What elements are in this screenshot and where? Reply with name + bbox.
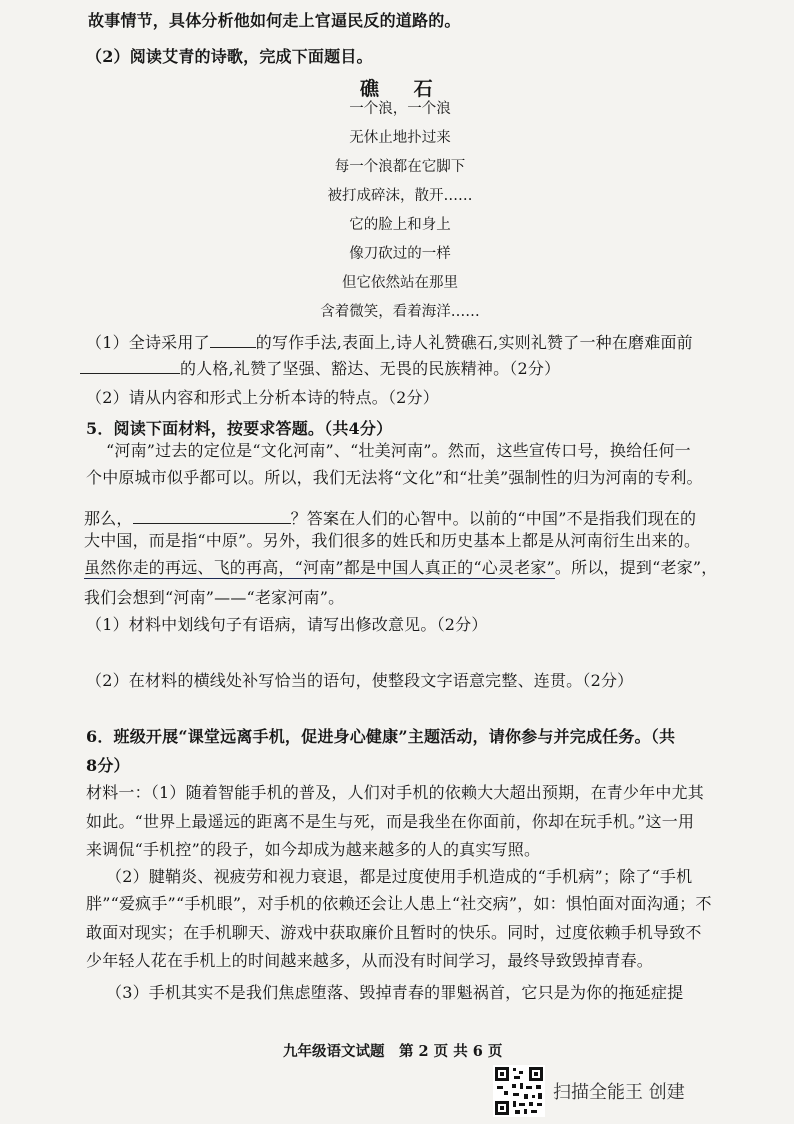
material-line: 来调侃“手机控”的段子，如今却成为越来越多的人的真实写照。 (86, 840, 541, 859)
text-line-1: 故事情节，具体分析他如何走上官逼民反的道路的。 (88, 11, 461, 30)
material-line: 如此。“世界上最遥远的距离不是生与死，而是我坐在你面前，你却在玩手机。”这一用 (86, 812, 695, 831)
material-line: 敢面对现实；在手机聊天、游戏中获取廉价且暂时的快乐。同时，过度依赖手机导致不 (86, 923, 702, 942)
section-5-heading: 5．阅读下面材料，按要求答题。（共4分） (86, 419, 393, 438)
material-line: 少年轻人花在手机上的时间越来越多，从而没有时间学习，最终导致毁掉青春。 (86, 951, 654, 970)
poem-line: 它的脸上和身上 (349, 217, 451, 233)
poem-line: 无休止地扑过来 (349, 130, 451, 146)
poem-line: 被打成碎沫，散开…… (327, 188, 473, 204)
poem-line: 每一个浪都在它脚下 (334, 159, 466, 175)
section-6-heading: 6．班级开展“课堂远离手机，促进身心健康”主题活动，请你参与并完成任务。（共 (86, 727, 676, 746)
subquestion-1-part-a: （1）全诗采用了 (86, 333, 210, 352)
section-6-heading-cont: 8分） (86, 756, 130, 775)
watermark-text: 扫描全能王 创建 (553, 1082, 685, 1103)
subquestion-2: （2）请从内容和形式上分析本诗的特点。（2分） (86, 388, 439, 407)
passage-line (84, 557, 717, 579)
question-5-1: （1）材料中划线句子有语病，请写出修改意见。（2分） (86, 615, 488, 634)
poem-line: 含着微笑，看着海洋…… (320, 304, 480, 320)
subquestion-1 (86, 332, 693, 354)
passage-fragment: ？答案在人们的心智中。以前的“中国”不是指我们现在的 (290, 509, 697, 528)
material-line: 材料一：（1）随着智能手机的普及，人们对手机的依赖大大超出预期，在青少年中尤其 (86, 783, 704, 802)
page-footer: 九年级语文试题 第 2 页 共 6 页 (283, 1043, 503, 1060)
poem-title: 礁 石 (360, 78, 447, 100)
answer-blank[interactable] (210, 333, 256, 348)
passage-line: 大中国，而是指“中原”。另外，我们很多的姓氏和历史基本上都是从河南衍生出来的。 (84, 531, 701, 550)
subquestion-1-cont (80, 358, 560, 380)
material-line: （2）腱鞘炎、视疲劳和视力衰退，都是过度使用手机造成的“手机病”；除了“手机 (106, 867, 693, 886)
answer-blank[interactable] (80, 359, 180, 374)
material-line: 胖”“爱疯手”“手机眼”，对手机的依赖还会让人患上“社交病”，如：惧怕面对面沟通；不 (86, 894, 712, 913)
question-2-heading: （2）阅读艾青的诗歌，完成下面题目。 (86, 47, 373, 66)
question-5-2: （2）在材料的横线处补写恰当的语句，使整段文字语意完整、连贯。（2分） (86, 671, 634, 690)
passage-fragment: 。所以，提到“老家”， (554, 558, 718, 577)
passage-line (84, 508, 696, 530)
passage-line: 个中原城市似乎都可以。所以，我们无法将“文化”和“壮美”强制性的归为河南的专利。 (86, 468, 703, 487)
qr-code-icon (493, 1065, 545, 1117)
underlined-sentence: 虽然你走的再远、飞的再高，“河南”都是中国人真正的“心灵老家” (84, 558, 555, 577)
subquestion-1-part-b: 的写作手法,表面上,诗人礼赞礁石,实则礼赞了一种在磨难面前 (255, 333, 693, 352)
passage-fill-blank[interactable] (133, 509, 291, 524)
passage-line: “河南”过去的定位是“文化河南”、“壮美河南”。然而，这些宣传口号，换给任何一 (106, 441, 691, 460)
poem-line: 一个浪，一个浪 (349, 101, 451, 117)
poem-line: 但它依然站在那里 (342, 275, 458, 291)
passage-fragment: 那么， (84, 509, 133, 528)
passage-line: 我们会想到“河南”——“老家河南”。 (84, 588, 345, 607)
material-line: （3）手机其实不是我们焦虑堕落、毁掉青春的罪魁祸首，它只是为你的拖延症提 (106, 983, 684, 1002)
poem-line: 像刀砍过的一样 (349, 246, 451, 262)
subquestion-1-part-c: 的人格,礼赞了坚强、豁达、无畏的民族精神。（2分） (180, 359, 561, 378)
